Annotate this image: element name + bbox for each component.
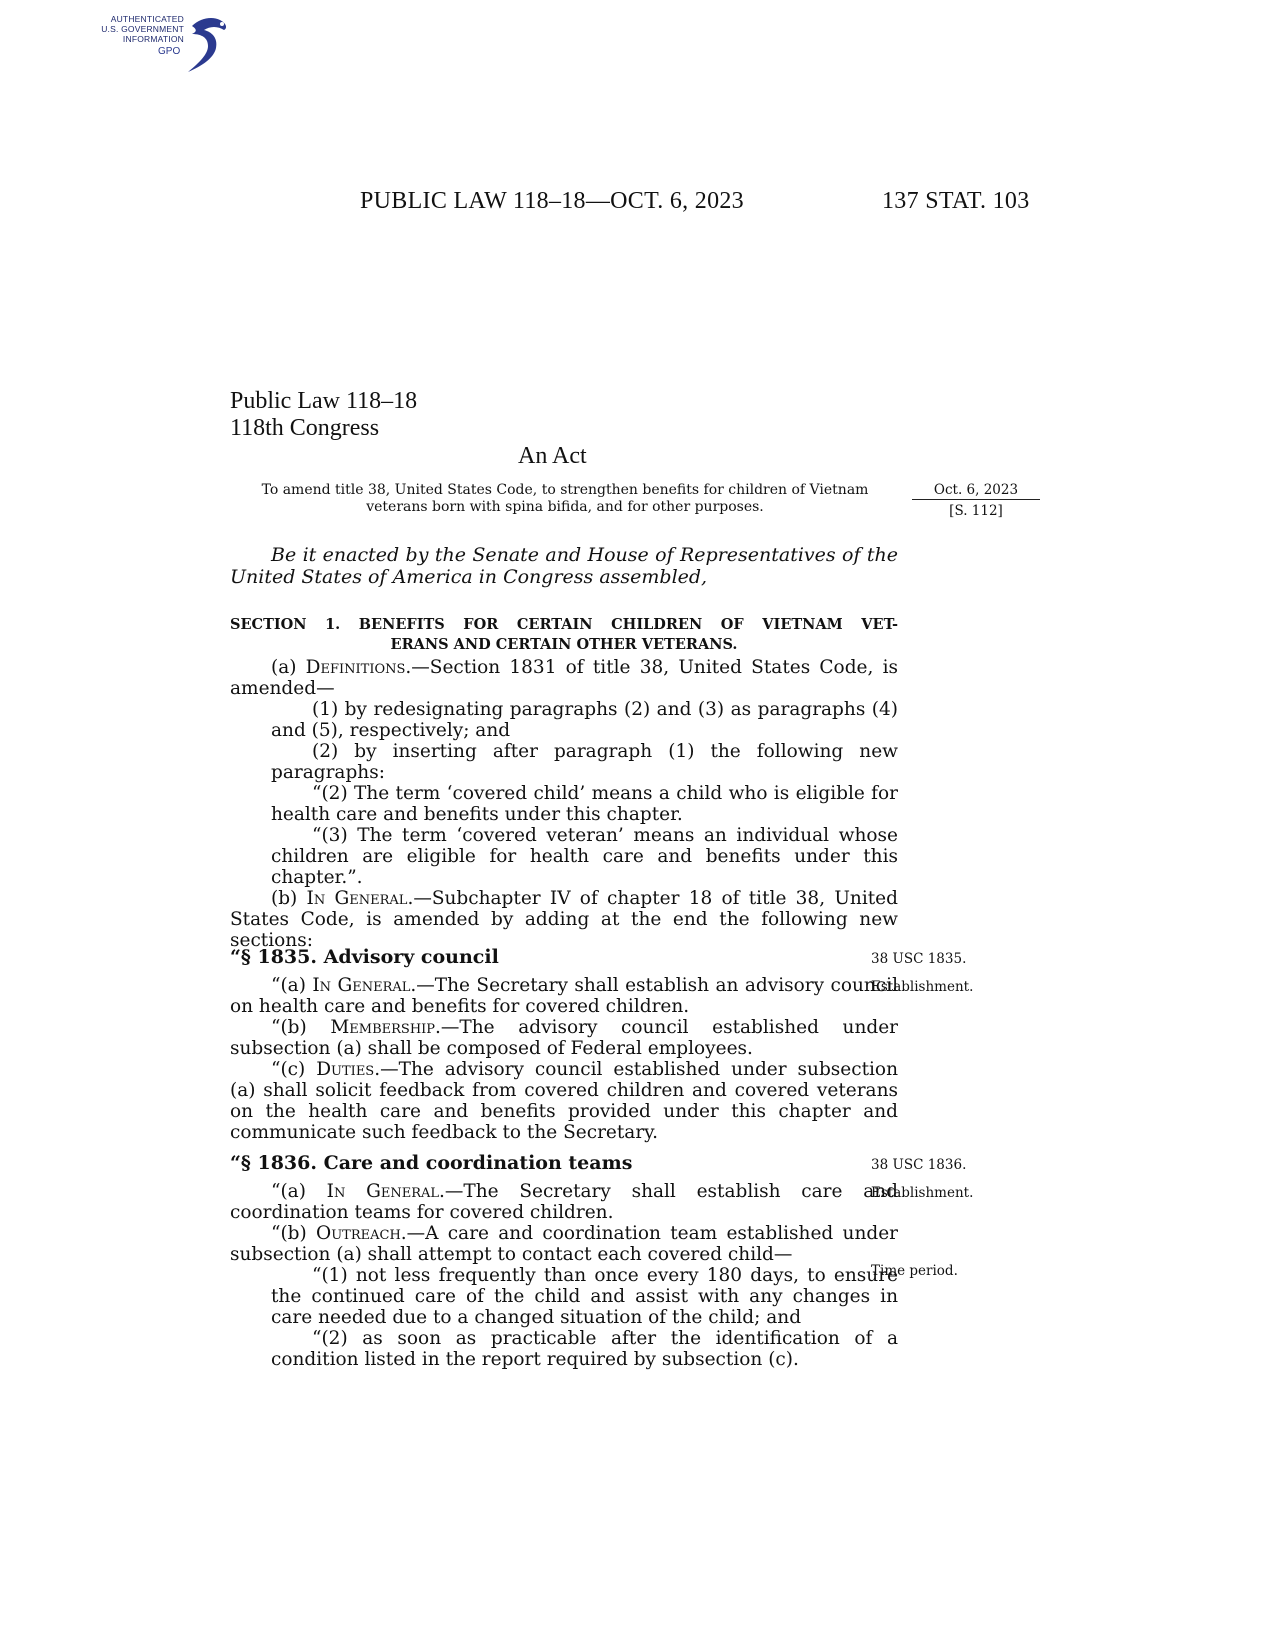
gpo-mark: GPO xyxy=(158,46,181,57)
subsection-a xyxy=(230,657,898,699)
statutes-page-number: 137 STAT. 103 xyxy=(882,188,1030,214)
section-1836-b-text: .—A care and coordination team established under subsection (a) shall attempt to contact each covered child— xyxy=(230,1223,898,1265)
enacting-clause-text: Be it enacted by the Senate and House of Representatives of the United States of America in Congress assembled, xyxy=(230,544,898,588)
section-1836-b2: “(2) as soon as practicable after the identification of a condition listed in the report required by subsection (c). xyxy=(271,1328,898,1370)
margin-note-establishment-1836: Establishment. xyxy=(871,1185,974,1201)
public-law-number: Public Law 118–18 xyxy=(230,388,418,414)
margin-bill-number: [S. 112] xyxy=(949,503,1003,519)
section-1835-b-text: .—The advisory council established under subsection (a) shall be composed of Federal employees. xyxy=(230,1017,898,1059)
paragraph-a1: (1) by redesignating paragraphs (2) and (3) as paragraphs (4) and (5), respectively; and xyxy=(271,699,898,741)
section-1835-b xyxy=(230,1017,898,1059)
section-1835-c-text: .—The advisory council established under subsection (a) shall solicit feedback from covered children and covered veterans on the health care and benefits provided under this chapter and communicate such feedback to the Secretary. xyxy=(230,1059,898,1143)
gpo-authentication-logo xyxy=(96,12,236,78)
section-1835-body xyxy=(230,975,898,1143)
section-1836-a-label: “(a) xyxy=(271,1181,327,1202)
enacting-clause xyxy=(230,544,898,588)
section-1835-c xyxy=(230,1059,898,1143)
section-1836-b-label: “(b) xyxy=(271,1223,317,1244)
subsection-a-text: .—Section 1831 of title 38, United States Code, is amended— xyxy=(230,657,898,699)
section-1836-body xyxy=(230,1181,898,1370)
paragraph-a2: (2) by inserting after paragraph (1) the following new paragraphs: xyxy=(271,741,898,783)
subsection-a-label: (a) xyxy=(271,657,306,678)
section-1836-a xyxy=(230,1181,898,1223)
logo-line-3: INFORMATION xyxy=(122,34,184,44)
section-1836-heading: “§ 1836. Care and coordination teams xyxy=(230,1152,633,1174)
subsection-b-caption: In General xyxy=(306,888,408,909)
subsection-b xyxy=(230,888,898,951)
section-1-heading xyxy=(230,615,898,655)
congress-number: 118th Congress xyxy=(230,415,380,441)
section-1836-b1: “(1) not less frequently than once every 180 days, to ensure the continued care of the child and assist with any changes in care needed due to a changed situation of the child; and xyxy=(271,1265,898,1328)
section-1835-heading: “§ 1835. Advisory council xyxy=(230,946,499,968)
margin-note-establishment-1835: Establishment. xyxy=(871,979,974,995)
section-1-heading-line-2: ERANS AND CERTAIN OTHER VETERANS. xyxy=(390,636,738,653)
section-1835-c-caption: Duties xyxy=(316,1059,375,1080)
subsection-b-label: (b) xyxy=(271,888,307,909)
act-label: An Act xyxy=(518,443,587,469)
subsection-b-text: .—Subchapter IV of chapter 18 of title 38, United States Code, is amended by adding at the end the following new sections: xyxy=(230,888,898,951)
section-1835-a-label: “(a) xyxy=(271,975,313,996)
definition-covered-child: “(2) The term ‘covered child’ means a child who is eligible for health care and benefits under this chapter. xyxy=(271,783,898,825)
eagle-icon xyxy=(182,12,234,78)
running-head: PUBLIC LAW 118–18—OCT. 6, 2023 xyxy=(360,188,744,214)
subsection-a-caption: Definitions xyxy=(305,657,406,678)
section-1836-b xyxy=(230,1223,898,1265)
section-1835-a xyxy=(230,975,898,1017)
section-1836-b-caption: Outreach xyxy=(316,1223,401,1244)
logo-line-1: AUTHENTICATED xyxy=(110,14,184,24)
section-1835-a-text: .—The Secretary shall establish an advisory council on health care and benefits for covered children. xyxy=(230,975,898,1017)
definition-covered-veteran: “(3) The term ‘covered veteran’ means an individual whose children are eligible for health care and benefits under this chapter.”. xyxy=(271,825,898,888)
short-title-text: To amend title 38, United States Code, to strengthen benefits for children of Vietnam veterans born with spina bifida, and for other purposes. xyxy=(261,482,869,515)
margin-citation-1835: 38 USC 1835. xyxy=(871,951,967,967)
section-1835-c-label: “(c) xyxy=(271,1059,317,1080)
margin-date: Oct. 6, 2023 xyxy=(912,482,1040,500)
logo-line-2: U.S. GOVERNMENT xyxy=(101,24,184,34)
section-1835-b-caption: Membership xyxy=(330,1017,436,1038)
section-1836-a-text: .—The Secretary shall establish care and coordination teams for covered children. xyxy=(230,1181,898,1223)
section-1-heading-line-1: SECTION 1. BENEFITS FOR CERTAIN CHILDREN OF VIETNAM VET- xyxy=(230,616,898,633)
margin-citation-1836: 38 USC 1836. xyxy=(871,1157,967,1173)
section-1835-b-label: “(b) xyxy=(271,1017,331,1038)
short-title xyxy=(230,482,900,516)
section-1-body xyxy=(230,657,898,951)
section-1836-a-caption: In General xyxy=(326,1181,440,1202)
section-1835-a-caption: In General xyxy=(312,975,411,996)
margin-note-time-period: Time period. xyxy=(871,1263,958,1279)
